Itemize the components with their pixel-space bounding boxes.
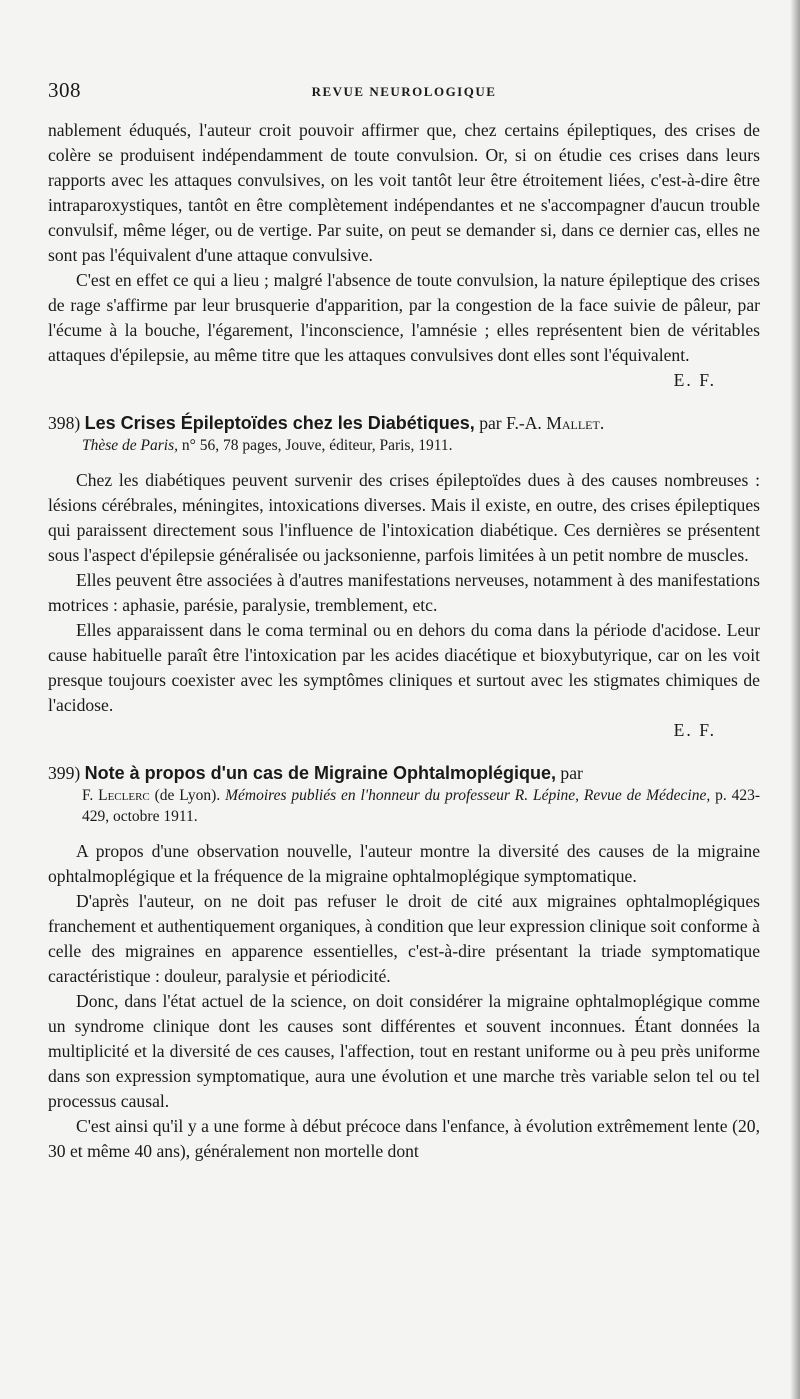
entry-398-paragraph-3: Elles apparaissent dans le coma terminal ou en dehors du coma dans la période d'acidose. Leur cause habituelle paraît être l'intoxication par les acides diacétique et bioxybutyrique, car on les voit presque toujours coexister avec les symptômes cliniques et surtout avec les stigmates chimiques de l'acidose. (48, 620, 760, 715)
entry-398-paragraph-1: Chez les diabétiques peuvent survenir des crises épileptoïdes dues à des causes nombreuses : lésions cérébrales, méningites, intoxications diverses. Mais il existe, en outre, des crises épileptiques qui paraissent directement sous l'influence de l'intoxication diabétique. Ces dernières se présentent sous l'aspect d'épilepsie généralisée ou jacksonienne, parfois limitées à un petit nombre de muscles. (48, 470, 760, 565)
entry-399-author: F. Leclerc (82, 787, 150, 804)
entry-399-by: par (560, 763, 583, 783)
entry-399-paragraph-4: C'est ainsi qu'il y a une forme à début précoce dans l'enfance, à évolution extrêmement lente (20, 30 et même 40 ans), généralement non mortelle dont (48, 1116, 760, 1161)
entry-399-source-italic: Mémoires publiés en l'honneur du professeur R. Lépine, Revue de Médecine, (225, 787, 711, 804)
page-number: 308 (48, 78, 81, 102)
entry-398-number: 398) (48, 413, 81, 433)
intro-paragraph-1: nablement éduqués, l'auteur croit pouvoir affirmer que, chez certains épileptiques, des crises de colère se produisent indépendamment de toute convulsion. Or, si on étudie ces crises dans leurs rapports avec les attaques convulsives, on les voit tantôt leur être étroitement liées, c'est-à-dire être intraparoxystiques, tantôt en être complètement indépendantes et ne s'accompagner d'aucun trouble convulsif, même léger, ou de vertige. Par suite, on peut se demander si, dans ce dernier cas, elles ne sont pas l'équivalent d'une attaque convulsive. (48, 120, 760, 265)
page (48, 78, 760, 1164)
entry-399-paragraph-3: Donc, dans l'état actuel de la science, on doit considérer la migraine ophtalmoplégique comme un syndrome clinique dont les causes sont différentes et souvent inconnues. Étant données la multiplicité et la diversité de ces causes, l'affection, tout en restant uniforme ou à peu près uniforme dans son expression symptomatique, aura une évolution et une marche très variable selon tel ou tel processus causal. (48, 991, 760, 1111)
entry-398-signature: E. F. (673, 720, 716, 740)
entry-398-author: F.-A. Mallet. (506, 413, 605, 433)
journal-title: REVUE NEUROLOGIQUE (311, 84, 497, 99)
entry-398-source (82, 435, 760, 456)
entry-398-paragraph-2: Elles peuvent être associées à d'autres manifestations nerveuses, notamment à des manifestations motrices : aphasie, parésie, paralysie, tremblement, etc. (48, 570, 760, 615)
entry-399-paragraph-2: D'après l'auteur, on ne doit pas refuser le droit de cité aux migraines ophtalmoplégiques franchement et authentiquement organiques, à condition que leur expression clinique soit conforme à celle des migraines en apparence essentielles, c'est-à-dire présentant la triade symptomatique caractéristique : douleur, paralysie et périodicité. (48, 891, 760, 986)
intro-signature: E. F. (673, 370, 716, 390)
entry-398-by: par (479, 413, 502, 433)
entry-399-title: Note à propos d'un cas de Migraine Ophtalmoplégique, (84, 763, 556, 783)
entry-399-source-rest: p. 423-429, octobre 1911. (82, 787, 761, 825)
entry-399-paragraph-1: A propos d'une observation nouvelle, l'auteur montre la diversité des causes de la migraine ophtalmoplégique et la fréquence de la migraine ophtalmoplégique symptomatique. (48, 841, 760, 886)
intro-paragraph-2: C'est en effet ce qui a lieu ; malgré l'absence de toute convulsion, la nature épileptique des crises de rage s'affirme par leur brusquerie d'apparition, par la congestion de la face suivie de pâleur, par l'écume à la bouche, l'égarement, l'inconscience, l'amnésie ; elles représentent bien de véritables attaques d'épilepsie, au même titre que les attaques convulsives dont elles sont l'équivalent. (48, 270, 760, 365)
entry-398-source-rest: n° 56, 78 pages, Jouve, éditeur, Paris, 1911. (181, 437, 453, 454)
page-edge-shadow (790, 0, 800, 1399)
entry-399-number: 399) (48, 763, 81, 783)
entry-398-title: Les Crises Épileptoïdes chez les Diabétiques, (84, 413, 475, 433)
entry-399-source (82, 785, 760, 827)
entry-399-heading (48, 761, 760, 785)
entry-398-heading (48, 411, 760, 435)
entry-399-affiliation: (de Lyon). (154, 787, 221, 804)
entry-398-source-italic: Thèse de Paris, (82, 437, 179, 454)
running-head (48, 78, 760, 108)
